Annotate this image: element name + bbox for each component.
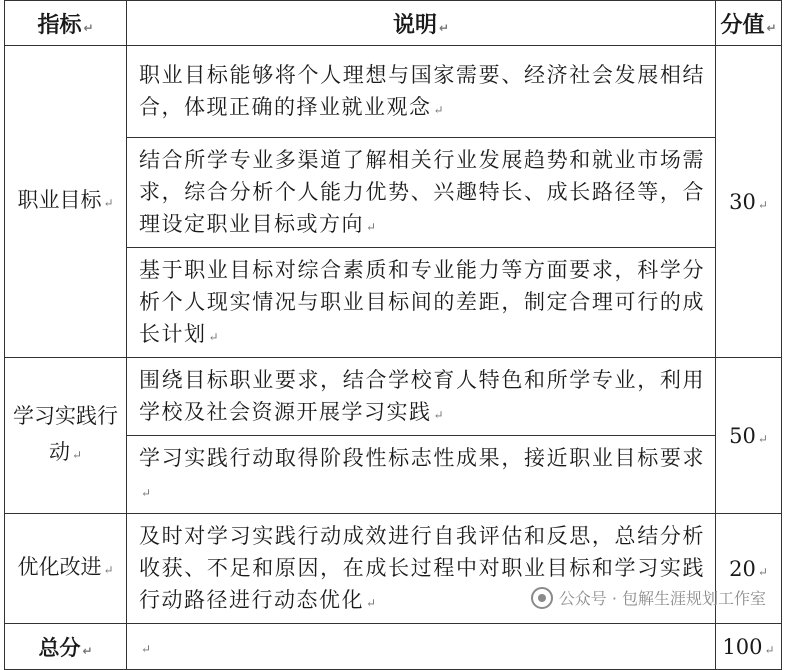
description-cell: 基于职业目标对综合素质和专业能力等方面要求，科学分析个人现实情况与职业目标间的差距，制定合理可行的成长计划 ↵ bbox=[127, 248, 716, 358]
indicator-career-goal: 职业目标 ↵ bbox=[5, 46, 127, 358]
description-cell: 及时对学习实践行动成效进行自我评估和反思，总结分析收获、不足和原因，在成长过程中对职业目标和学习实践行动路径进行动态优化 ↵ bbox=[127, 514, 716, 624]
indicator-practice-action: 学习实践行动 ↵ bbox=[5, 358, 127, 514]
total-empty-cell: ↵ bbox=[127, 624, 716, 670]
description-cell: 结合所学专业多渠道了解相关行业发展趋势和就业市场需求，综合分析个人能力优势、兴趣特长、成长路径等，合理设定职业目标或方向 ↵ bbox=[127, 138, 716, 248]
total-score: 100 ↵ bbox=[716, 624, 782, 670]
header-row bbox=[5, 1, 782, 46]
header-score: 分值 ↵ bbox=[716, 1, 782, 46]
scoring-table bbox=[4, 0, 782, 670]
description-cell: 职业目标能够将个人理想与国家需要、经济社会发展相结合，体现正确的择业就业观念 ↵ bbox=[127, 46, 716, 138]
header-indicator: 指标 ↵ bbox=[5, 1, 127, 46]
score-optimization: 20 ↵ bbox=[716, 514, 782, 624]
header-description: 说明 ↵ bbox=[127, 1, 716, 46]
score-career-goal: 30 ↵ bbox=[716, 46, 782, 358]
wechat-icon bbox=[531, 587, 553, 609]
description-cell: 围绕目标职业要求，结合学校育人特色和所学专业，利用学校及社会资源开展学习实践 ↵ bbox=[127, 358, 716, 436]
table-row bbox=[5, 358, 782, 436]
indicator-optimization: 优化改进 ↵ bbox=[5, 514, 127, 624]
total-row bbox=[5, 624, 782, 670]
description-cell: 学习实践行动取得阶段性标志性成果，接近职业目标要求↵ bbox=[127, 436, 716, 514]
watermark bbox=[531, 586, 766, 609]
total-label: 总分 ↵ bbox=[5, 624, 127, 670]
table-row bbox=[5, 46, 782, 138]
score-practice-action: 50 ↵ bbox=[716, 358, 782, 514]
watermark-text: 公众号 · 包解生涯规划工作室 bbox=[558, 589, 766, 608]
